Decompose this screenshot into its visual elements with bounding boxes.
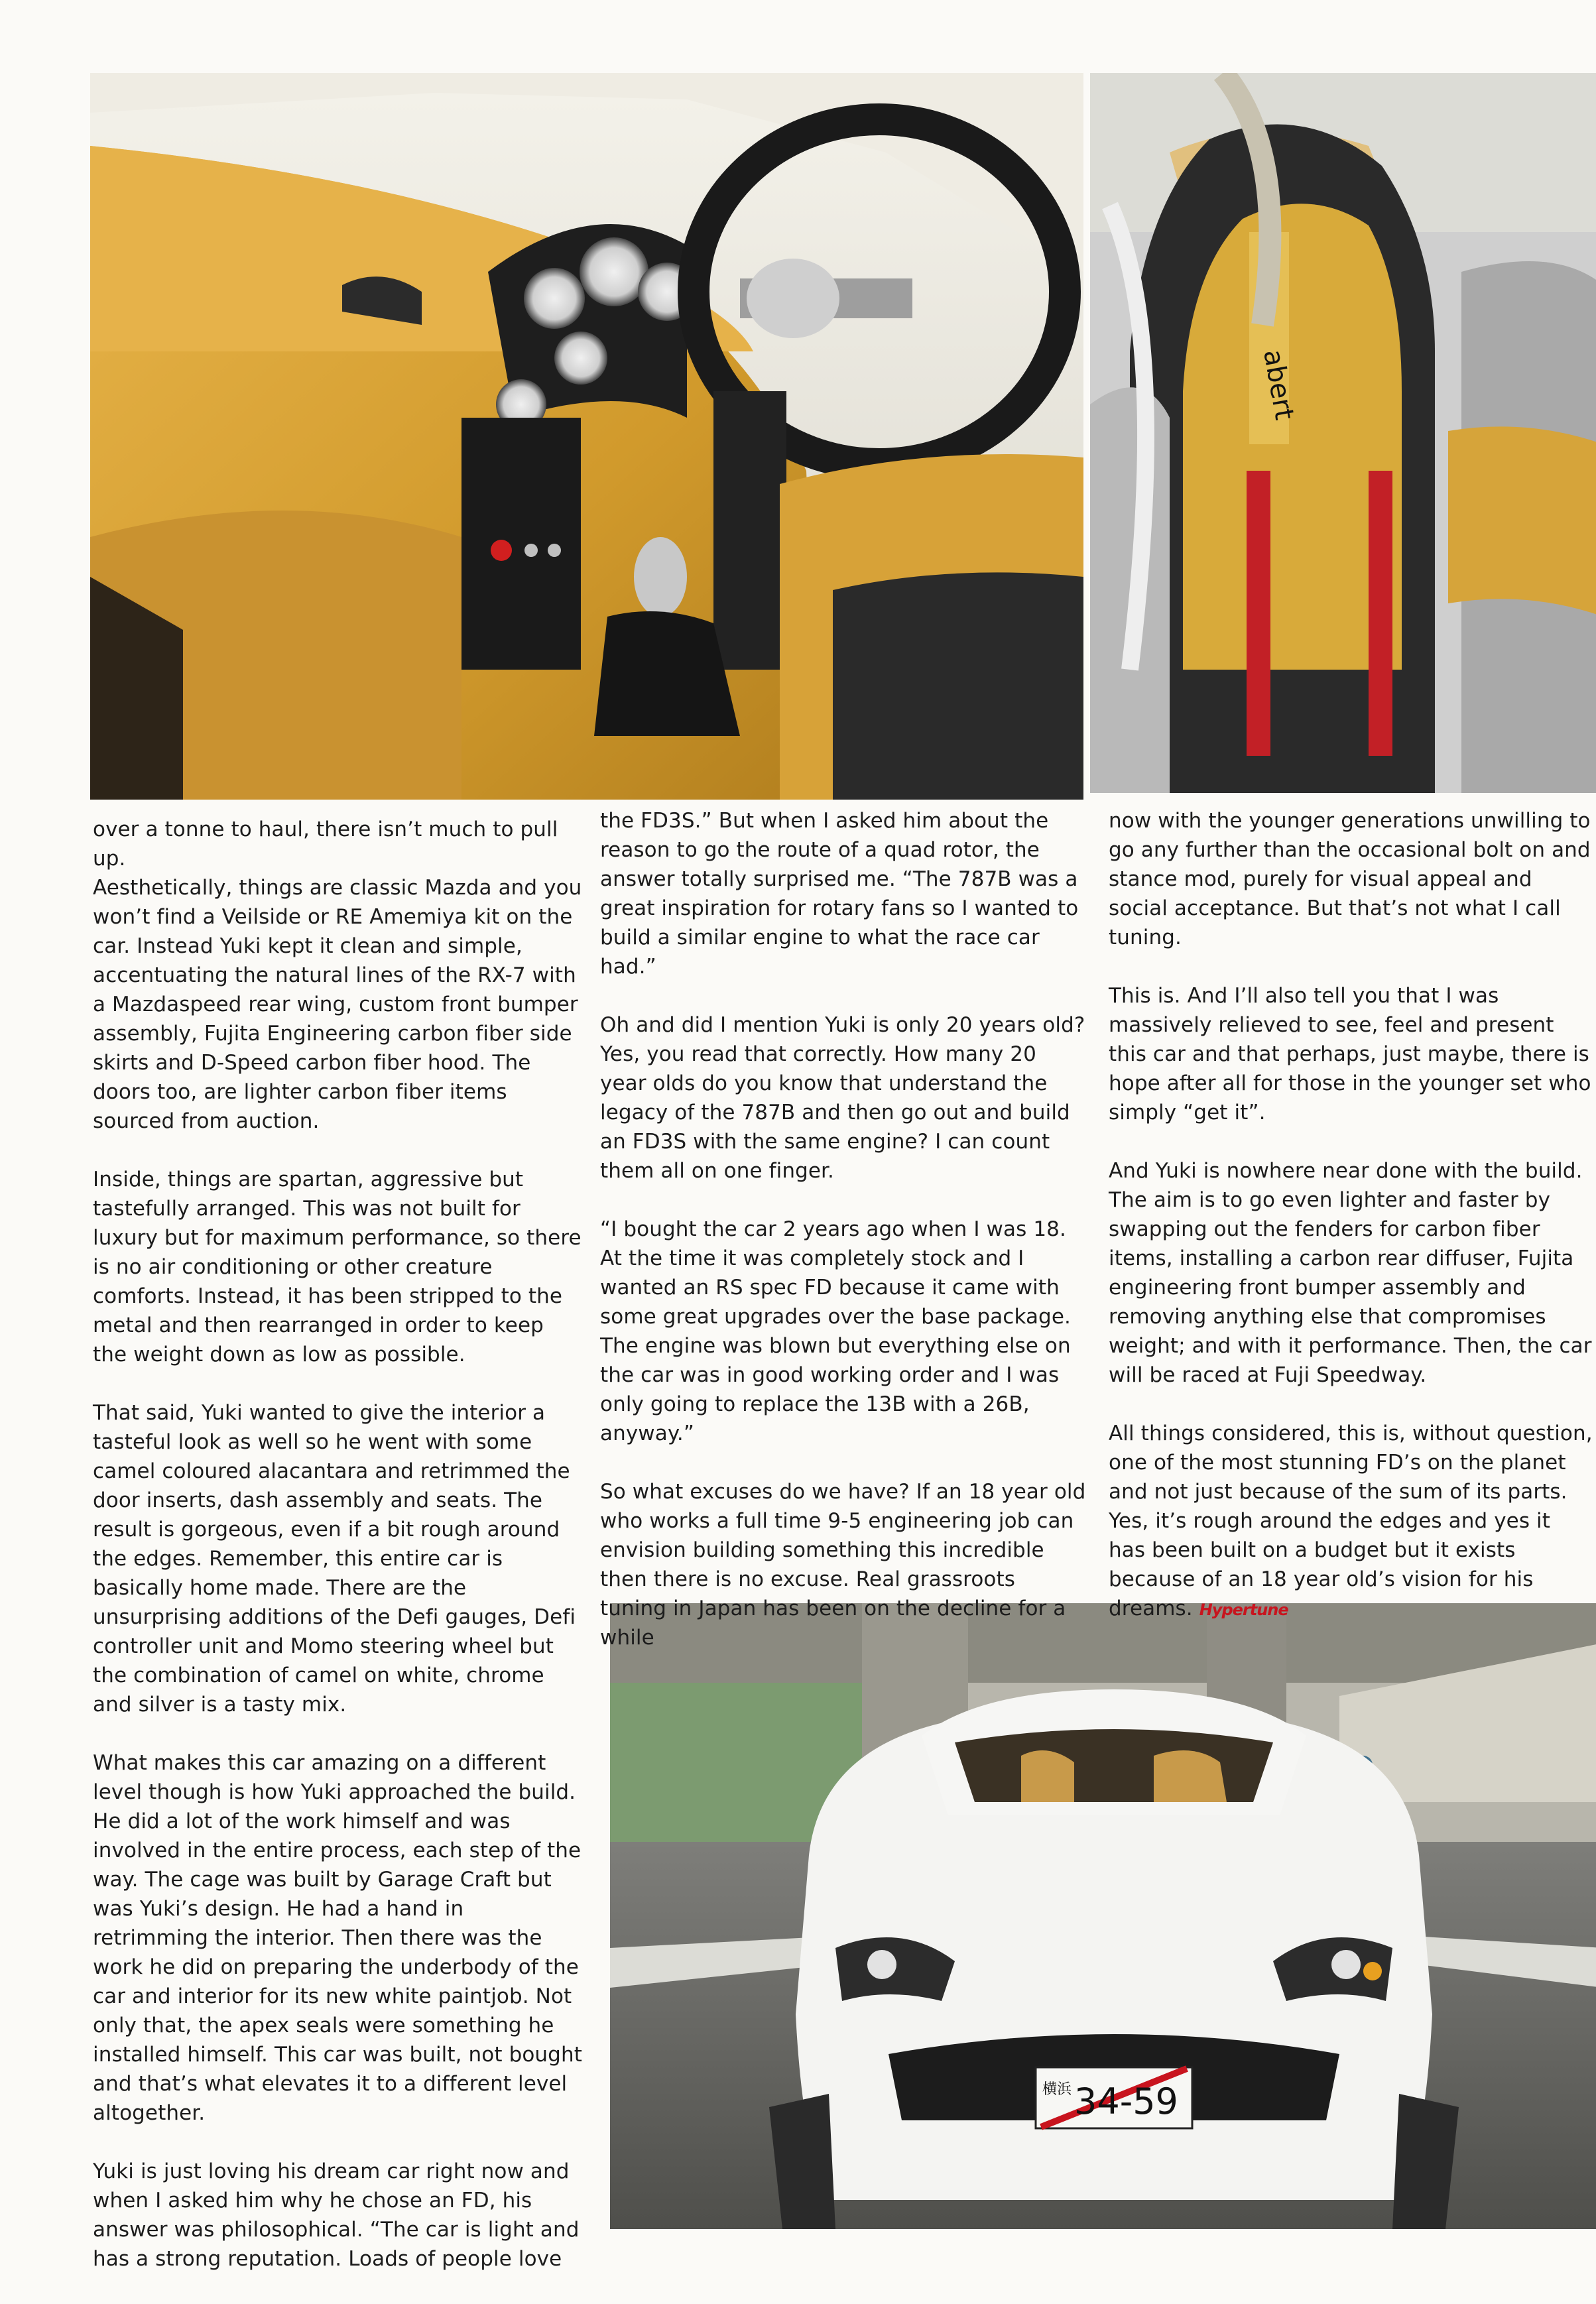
- paragraph: So what excuses do we have? If an 18 year old who works a full time 9-5 engineering job can envision building something this incredible then there is no excuse. Real grassroots tuning in Japan has been on the decline for a while: [600, 1480, 1086, 1650]
- paragraph: [1109, 1419, 1593, 1624]
- paragraph: Inside, things are spartan, aggressive but tastefully arranged. This was not built for luxury but for maximum performance, so there is no air conditioning or other creature comforts. Instead, it has been stripped to the metal and then rearranged in order to keep the weight down as low as possible.: [93, 1168, 582, 1366]
- paragraph: Oh and did I mention Yuki is only 20 years old? Yes, you read that correctly. How many 20 year olds do you know that understand the legacy of the 787B and then go out and build an FD3S with the same engine? I can count them all on one finger.: [600, 1013, 1085, 1183]
- hypertune-signature-logo: Hypertune: [1199, 1601, 1288, 1619]
- seat-photo: [1090, 73, 1596, 793]
- article-column-1: [93, 815, 583, 2274]
- closing-paragraph-text: All things considered, this is, without question, one of the most stunning FD’s on the planet and not just because of the sum of its parts. Yes, it’s rough around the edges and yes it has been built on a budget but it exists because of an 18 year old’s vision for his dreams.: [1109, 1422, 1593, 1620]
- paragraph: This is. And I’ll also tell you that I was massively relieved to see, feel and present this car and that perhaps, just maybe, there is hope after all for those in the younger set who simply “get it”.: [1109, 984, 1591, 1124]
- plate-kanji: 横浜: [1042, 2081, 1072, 2098]
- white-rx7-front-photo-icon: [610, 1603, 1596, 2229]
- paragraph: And Yuki is nowhere near done with the build. The aim is to go even lighter and faster by swapping out the fenders for carbon fiber items, installing a carbon rear diffuser, Fujita engineering front bumper assembly and removing anything else that compromises weight; and with it performance. Then, the car will be raced at Fuji Speedway.: [1109, 1159, 1592, 1387]
- paragraph: over a tonne to haul, there isn’t much to pull up.: [93, 818, 558, 871]
- paragraph: Yuki is just loving his dream car right now and when I asked him why he chose an FD, his answer was philosophical. “The car is light and has a strong reputation. Loads of people love: [93, 2159, 580, 2271]
- paragraph: That said, Yuki wanted to give the interior a tasteful look as well so he went with some camel coloured alacantara and retrimmed the door inserts, dash assembly and seats. The result is gorgeous, even if a bit rough around the edges. Remember, this entire car is basically home made. There are the unsurprising additions of the Defi gauges, Defi controller unit and Momo steering wheel but the combination of camel on white, chrome and silver is a tasty mix.: [93, 1401, 576, 1717]
- dashboard-interior-photo-icon: [90, 73, 1083, 800]
- bucket-seat-photo-icon: [1090, 73, 1596, 793]
- article-column-2: [600, 806, 1087, 1652]
- plate-number: 34-59: [1074, 2081, 1178, 2122]
- article-column-3: [1109, 806, 1593, 1624]
- paragraph: Aesthetically, things are classic Mazda and you won’t find a Veilside or RE Amemiya kit on the car. Instead Yuki kept it clean and simple, accentuating the natural lines of the RX-7 with a Mazdaspeed rear wing, custom front bumper assembly, Fujita Engineering carbon fiber side skirts and D-Speed carbon fiber hood. The doors too, are lighter carbon fiber items sourced from auction.: [93, 876, 582, 1133]
- paragraph: “I bought the car 2 years ago when I was 18. At the time it was completely stock and I wanted an RS spec FD because it came with some great upgrades over the base package. The engine was blown but everything else on the car was in good working order and I was only going to replace the 13B with a 26B, anyway.”: [600, 1217, 1071, 1445]
- paragraph: the FD3S.” But when I asked him about the reason to go the route of a quad rotor, the answer totally surprised me. “The 787B was a great inspiration for rotary fans so I wanted to build a similar engine to what the race car had.”: [600, 809, 1079, 979]
- interior-photo: [90, 73, 1083, 800]
- car-photo: [610, 1603, 1596, 2229]
- harness-text: abert: [1257, 347, 1300, 422]
- paragraph: What makes this car amazing on a different level though is how Yuki approached the build. He did a lot of the work himself and was involved in the entire process, each step of the way. The cage was built by Garage Craft but was Yuki’s design. He had a hand in retrimming the interior. Then there was the work he did on preparing the underbody of the car and interior for its new white paintjob. Not only that, the apex seals were something he installed himself. This car was built, not bought and that’s what elevates it to a different level altogether.: [93, 1751, 582, 2125]
- paragraph: now with the younger generations unwilling to go any further than the occasional bolt on and stance mod, purely for visual appeal and social acceptance. But that’s not what I call tuning.: [1109, 809, 1591, 949]
